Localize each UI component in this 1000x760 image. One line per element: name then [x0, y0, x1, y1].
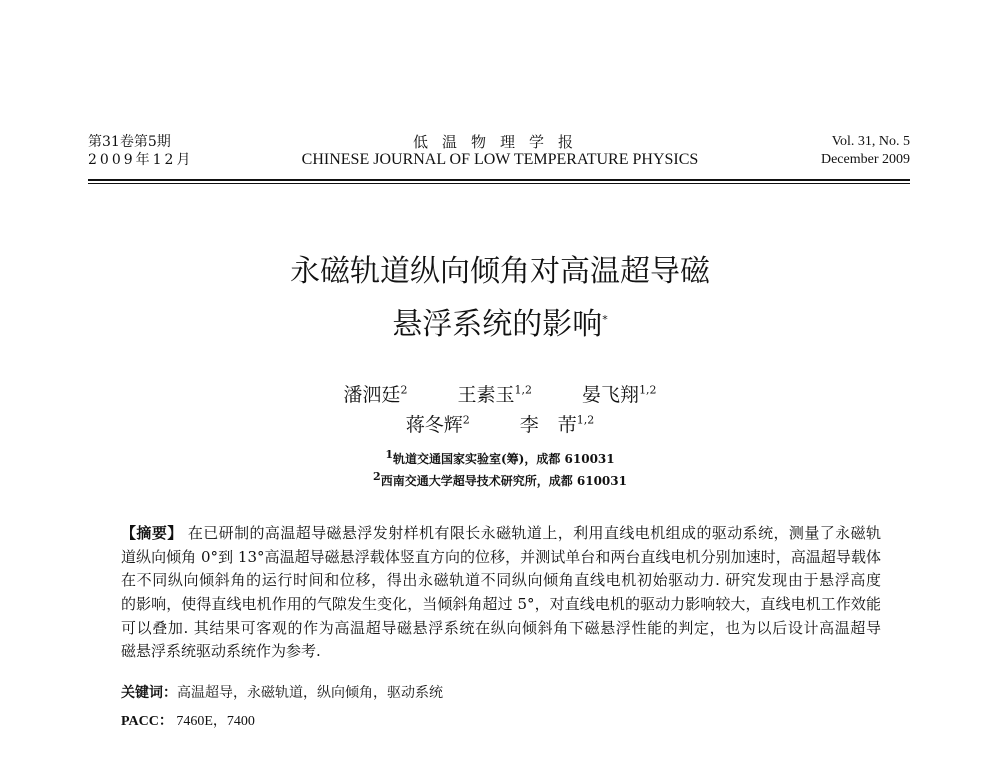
- aff-num: 2: [373, 470, 381, 483]
- abstract-text: 在已研制的高温超导磁悬浮发射样机有限长永磁轨道上，利用直线电机组成的驱动系统，测量了永磁轨: [187, 524, 881, 542]
- affiliation-1: [100, 448, 900, 467]
- date-cn: 2009年12月: [88, 152, 194, 168]
- author-aff: 1,2: [514, 383, 532, 397]
- abstract-line: 可以叠加. 其结果可客观的作为高温超导磁悬浮系统在纵向倾斜角下磁悬浮性能的判定，也为以后设计高温超导: [121, 619, 881, 637]
- keywords-label: 关键词：: [121, 685, 177, 701]
- author-name: 王素玉: [457, 384, 515, 406]
- keywords-text: 高温超导，永磁轨道，纵向倾角，驱动系统: [177, 685, 443, 701]
- journal-name: [250, 133, 750, 169]
- author-aff: 1,2: [639, 383, 657, 397]
- author: [582, 384, 657, 406]
- author: [406, 414, 470, 436]
- issue-info-cn: [88, 133, 193, 169]
- abstract-line: 磁悬浮系统驱动系统作为参考.: [121, 642, 321, 660]
- header-rule-thin: [88, 183, 910, 184]
- title-line-2-text: 悬浮系统的影响: [392, 307, 603, 342]
- issue-info-en: [760, 133, 910, 169]
- author-name: 潘泗廷: [343, 384, 401, 406]
- author: [343, 384, 407, 406]
- authors-row-1: [100, 380, 900, 407]
- journal-name-cn: 低温物理学报: [412, 133, 587, 151]
- aff-text: 轨道交通国家实验室(筹)，成都 610031: [393, 452, 615, 466]
- aff-num: 1: [385, 448, 393, 461]
- author: [520, 414, 595, 436]
- abstract-line: 的影响，使得直线电机作用的气隙发生变化，当倾斜角超过 5°，对直线电机的驱动力影响较大，直线电机工作效能: [121, 595, 881, 613]
- title-line-1: 永磁轨道纵向倾角对高温超导磁: [290, 254, 710, 289]
- volume-cn: 第31卷第5期: [88, 134, 171, 150]
- aff-text: 西南交通大学超导技术研究所，成都 610031: [380, 474, 627, 488]
- title-line-2: [100, 296, 900, 349]
- keywords: [121, 682, 443, 702]
- author-aff: 2: [462, 413, 470, 427]
- author-name: 晏飞翔: [582, 384, 640, 406]
- paper-title: [100, 248, 900, 349]
- author-name: 蒋冬辉: [405, 414, 463, 436]
- author-aff: 2: [400, 383, 408, 397]
- author-aff: 1,2: [576, 413, 595, 427]
- authors-row-2: [100, 410, 900, 437]
- header-rule: [88, 179, 910, 181]
- pacc-label: PACC：: [121, 714, 173, 729]
- affiliation-2: [100, 470, 900, 489]
- pacc: [121, 710, 255, 730]
- abstract-line: 道纵向倾角 0°到 13°高温超导磁悬浮载体竖直方向的位移，并测试单台和两台直线电机分别加速时，高温超导载体: [121, 548, 881, 566]
- abstract-label: 【摘要】: [121, 524, 183, 542]
- pacc-text: 7460E，7400: [176, 714, 255, 729]
- abstract-line: [121, 524, 881, 542]
- author: [457, 384, 532, 406]
- date-en: December 2009: [820, 152, 910, 167]
- author-name: 李 芾: [519, 414, 577, 436]
- abstract-line: 在不同纵向倾斜角的运行时间和位移，得出永磁轨道不同纵向倾角直线电机初始驱动力. 研究发现由于悬浮高度: [121, 571, 881, 589]
- journal-name-en: CHINESE JOURNAL OF LOW TEMPERATURE PHYSICS: [301, 151, 699, 168]
- title-footnote-mark: *: [602, 313, 608, 326]
- volume-en: Vol. 31, No. 5: [831, 134, 910, 149]
